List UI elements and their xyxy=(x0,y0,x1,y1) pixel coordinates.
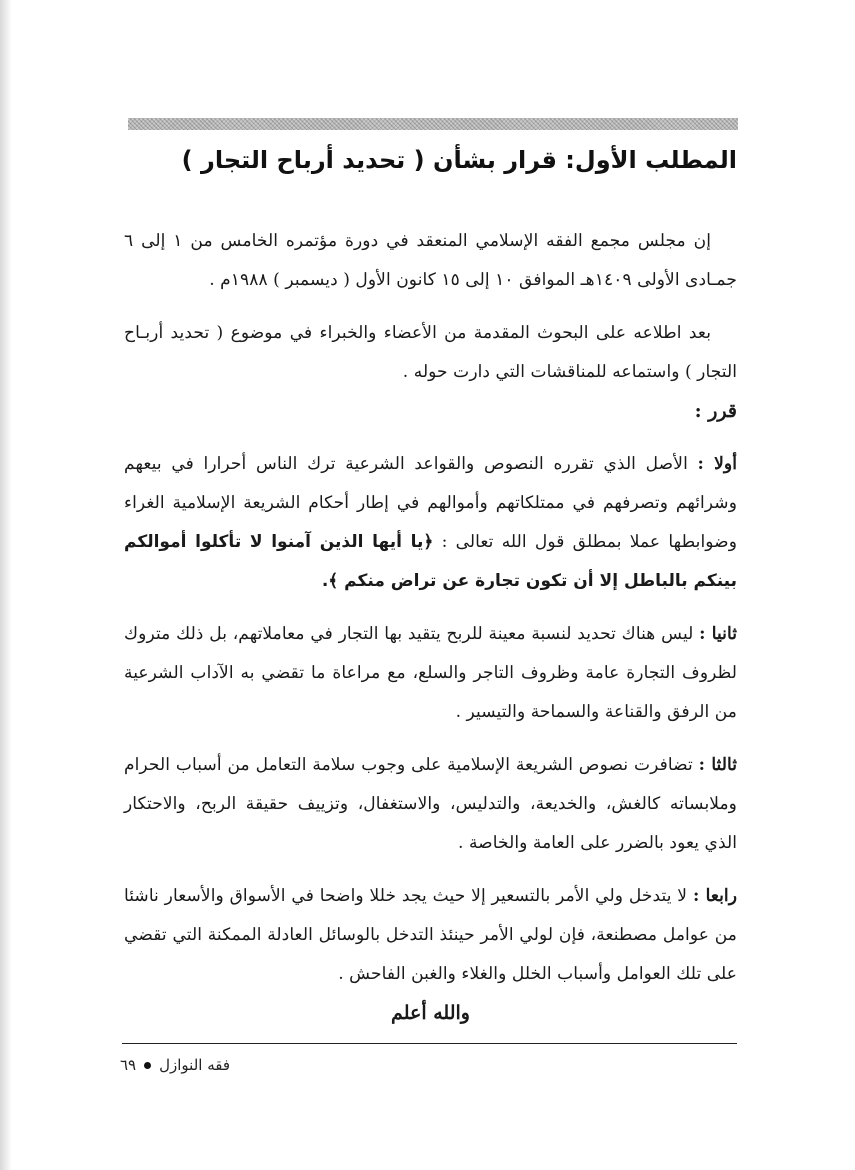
bullet-icon xyxy=(144,1062,151,1069)
point-fourth xyxy=(124,877,737,994)
resolved-label: قرر : xyxy=(694,400,737,422)
page-number: ٦٩ xyxy=(120,1056,137,1074)
closing-phrase: والله أعلم xyxy=(391,1002,470,1024)
footer-book-title: فقه النوازل xyxy=(159,1056,231,1074)
page-edge-shadow xyxy=(0,0,12,1170)
section-heading: المطلب الأول: قرار بشأن ( تحديد أرباح التجار ) xyxy=(181,146,737,174)
point-third-label: ثالثا : xyxy=(698,755,738,775)
point-second-label: ثانيا : xyxy=(699,624,737,644)
point-first xyxy=(124,445,737,601)
point-first-label: أولا : xyxy=(697,454,737,474)
review-paragraph: بعد اطلاعه على البحوث المقدمة من الأعضاء والخبراء في موضوع ( تحديد أربـاح التجار ) واستماعه للمناقشات التي دارت حوله . xyxy=(124,323,737,382)
point-first-text: الأصل الذي تقرره النصوص والقواعد الشرعية ترك الناس أحرارا في بيعهم وشرائهم وتصرفهم في ممتلكاتهم وأموالهم في إطار أحكام الشريعة الإسلامية الغراء وضوابطها عملا بمطلق قول الله تعالى : xyxy=(124,454,737,552)
quran-verse: ﴿يا أيها الذين آمنوا لا تأكلوا أموالكم بينكم بالباطل إلا أن تكون تجارة عن تراض منكم ﴾. xyxy=(124,532,737,591)
point-fourth-label: رابعا : xyxy=(692,886,738,906)
page-footer xyxy=(120,1056,230,1074)
footer-rule xyxy=(122,1043,737,1044)
intro-paragraph: إن مجلس مجمع الفقه الإسلامي المنعقد في دورة مؤتمره الخامس من ١ إلى ٦ جمـادى الأولى ١٤٠٩هـ الموافق ١٠ إلى ١٥ كانون الأول ( ديسمبر ) ١٩٨٨م . xyxy=(124,231,737,290)
point-second-text: ليس هناك تحديد لنسبة معينة للربح يتقيد بها التجار في معاملاتهم، بل ذلك متروك لظروف التجارة عامة وظروف التاجر والسلع، مع مراعاة ما تقضي به الآداب الشرعية من الرفق والقناعة والسماحة والتيسير . xyxy=(124,624,737,722)
point-second xyxy=(124,615,737,732)
decorative-top-rule xyxy=(128,118,738,130)
point-third xyxy=(124,746,737,863)
point-third-text: تضافرت نصوص الشريعة الإسلامية على وجوب سلامة التعامل من أسباب الحرام وملابساته كالغش، والخديعة، والتدليس، والاستغفال، وتزييف حقيقة الربح، والاحتكار الذي يعود بالضرر على العامة والخاصة . xyxy=(124,755,737,853)
point-fourth-text: لا يتدخل ولي الأمر بالتسعير إلا حيث يجد خللا واضحا في الأسواق والأسعار ناشئا من عوامل مصطنعة، فإن لولي الأمر حينئذ التدخل بالوسائل العادلة الممكنة التي تقضي على تلك العوامل وأسباب الخلل والغلاء والغبن الفاحش . xyxy=(124,886,737,984)
document-body xyxy=(124,222,737,1033)
